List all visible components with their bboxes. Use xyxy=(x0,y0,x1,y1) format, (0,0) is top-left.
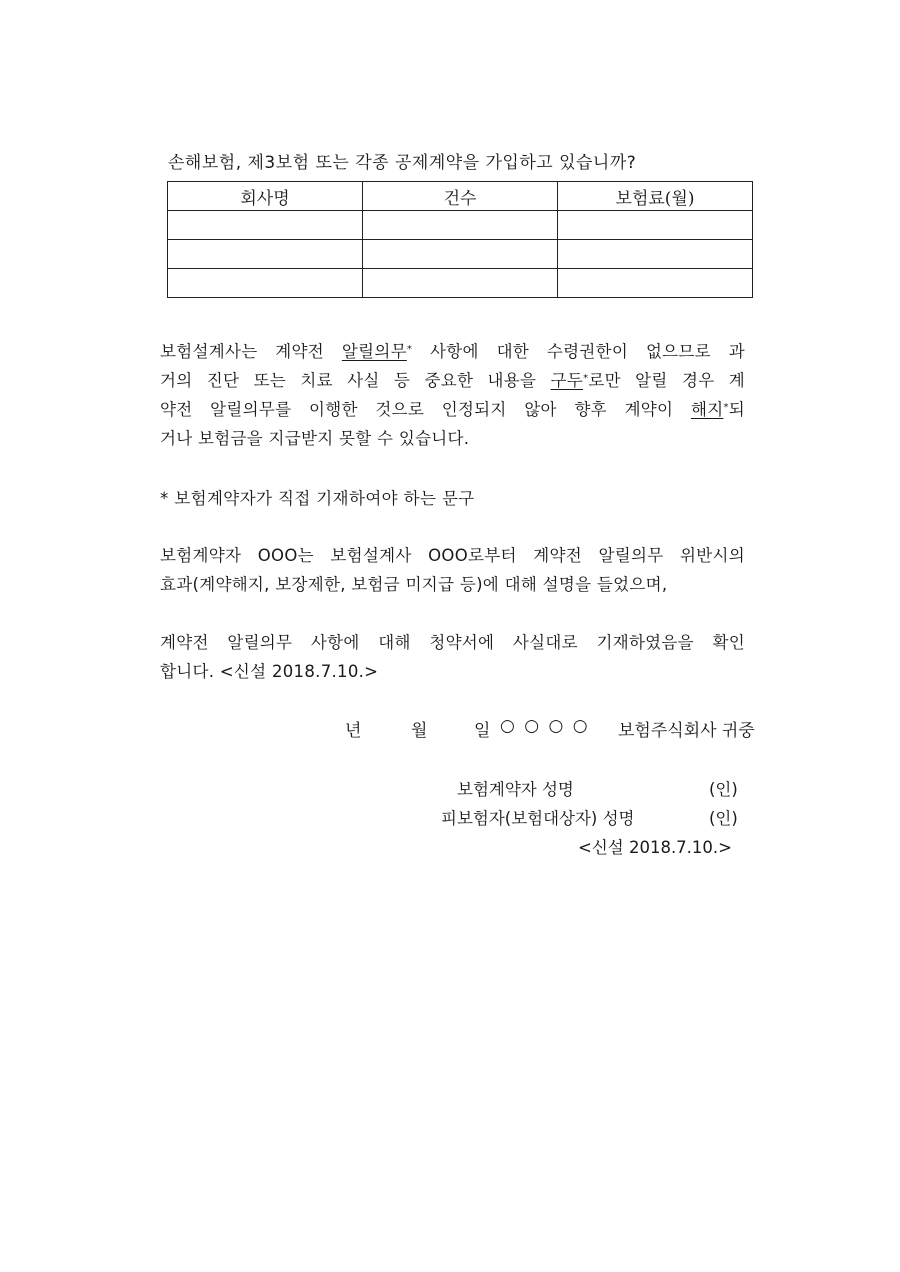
underlined-term-disclosure: 알릴의무 xyxy=(341,342,407,361)
insured-name-label: 피보험자(보험대상자) 성명 xyxy=(441,809,635,828)
table-row xyxy=(168,211,753,240)
handwriting-note: * 보험계약자가 직접 기재하여야 하는 문구 xyxy=(160,489,475,508)
paragraph-line xyxy=(160,366,745,395)
table-cell[interactable] xyxy=(363,269,558,298)
date-year-label: 년 xyxy=(345,721,362,741)
explanation-paragraph xyxy=(160,541,745,599)
table-cell[interactable] xyxy=(168,240,363,269)
text-span: 로만 알릴 경우 계 xyxy=(588,371,746,390)
paragraph-line xyxy=(160,395,745,424)
underlined-term-termination: 해지 xyxy=(690,400,724,419)
table-cell[interactable] xyxy=(558,269,753,298)
insurance-table xyxy=(167,181,753,298)
table-cell[interactable] xyxy=(168,211,363,240)
insured-seal[interactable]: (인) xyxy=(709,809,738,828)
contractor-name-label: 보험계약자 성명 xyxy=(457,780,574,799)
disclosure-paragraph xyxy=(160,337,745,453)
column-header-count: 건수 xyxy=(363,182,558,211)
paragraph-line: 효과(계약해지, 보장제한, 보험금 미지급 등)에 대해 설명을 들었으며, xyxy=(160,575,668,594)
text-span: 되 xyxy=(728,400,745,419)
paragraph-line: 계약전 알릴의무 사항에 대해 청약서에 사실대로 기재하였음을 확인 xyxy=(160,633,745,652)
text-span: 거의 진단 또는 치료 사실 등 중요한 내용을 xyxy=(160,371,551,390)
table-cell[interactable] xyxy=(363,240,558,269)
paragraph-line: 거나 보험금을 지급받지 못할 수 있습니다. xyxy=(160,429,470,448)
paragraph-line: 합니다. <신설 2018.7.10.> xyxy=(160,662,379,681)
table-row xyxy=(168,269,753,298)
company-name-placeholder: ○ ○ ○ ○ xyxy=(500,716,590,736)
table-header-row xyxy=(168,182,753,211)
company-addressee: 보험주식회사 귀중 xyxy=(618,721,755,741)
question-text: 손해보험, 제3보험 또는 각종 공제계약을 가입하고 있습니까? xyxy=(168,153,637,173)
date-month-label: 월 xyxy=(411,721,428,741)
table-row xyxy=(168,240,753,269)
table-cell[interactable] xyxy=(168,269,363,298)
footnote-mark: * xyxy=(583,373,589,384)
table-cell[interactable] xyxy=(558,240,753,269)
footnote-mark: * xyxy=(406,344,413,355)
text-span: 보험설계사는 계약전 xyxy=(160,342,342,361)
amendment-note: <신설 2018.7.10.> xyxy=(578,838,732,857)
table-cell[interactable] xyxy=(558,211,753,240)
table-cell[interactable] xyxy=(363,211,558,240)
paragraph-line xyxy=(160,337,745,366)
text-span: 사항에 대한 수령권한이 없으므로 과 xyxy=(412,342,745,361)
confirmation-paragraph xyxy=(160,628,745,686)
text-span: 약전 알릴의무를 이행한 것으로 인정되지 않아 향후 계약이 xyxy=(160,400,691,419)
paragraph-line: 보험계약자 OOO는 보험설계사 OOO로부터 계약전 알릴의무 위반시의 xyxy=(160,546,745,565)
underlined-term-verbal: 구두 xyxy=(550,371,584,390)
date-day-label: 일 xyxy=(474,721,491,741)
contractor-seal[interactable]: (인) xyxy=(709,780,738,799)
column-header-premium: 보험료(월) xyxy=(558,182,753,211)
column-header-company: 회사명 xyxy=(168,182,363,211)
footnote-mark: * xyxy=(723,402,729,413)
